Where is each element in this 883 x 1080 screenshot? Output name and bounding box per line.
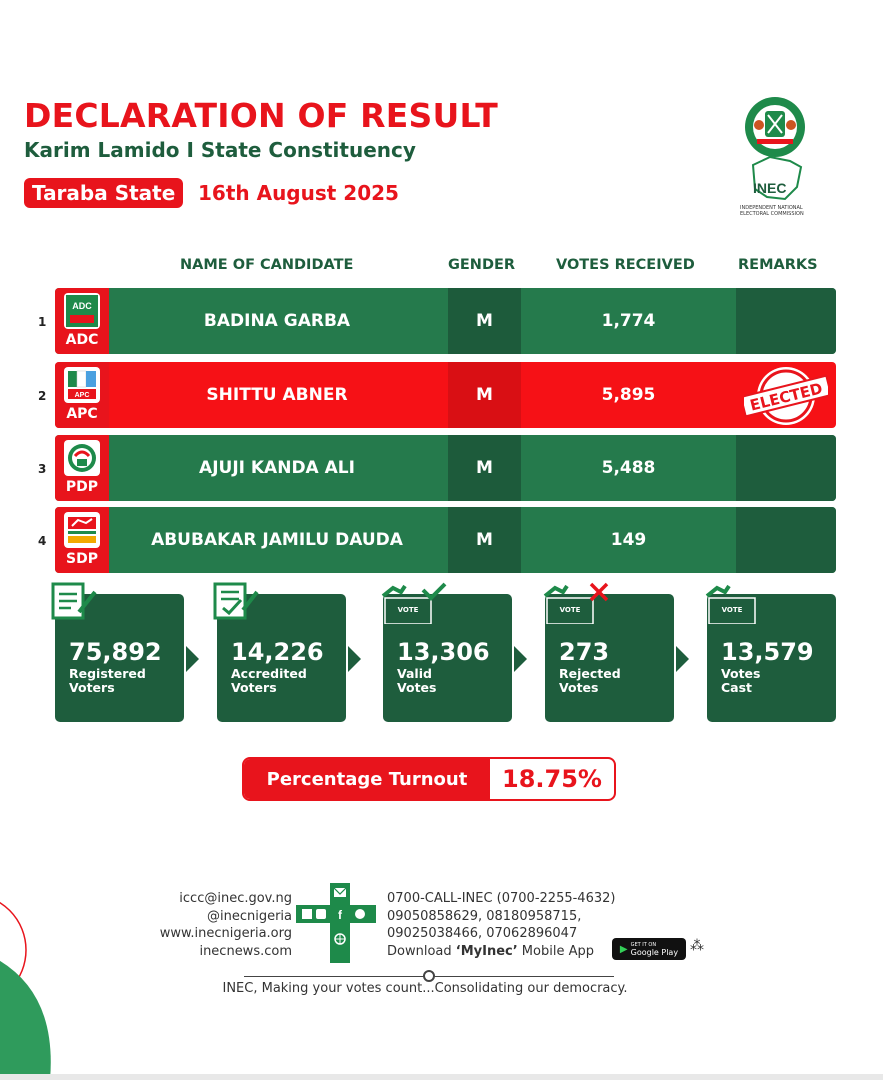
remarks-cell (736, 362, 836, 428)
twitter-icon (302, 909, 312, 919)
party-name: ADC (65, 332, 99, 348)
contact-cross-icon (296, 883, 376, 963)
stat-label: Valid Votes (397, 666, 437, 695)
instagram-icon (316, 909, 326, 919)
table-row (38, 435, 836, 501)
candidate-votes: 149 (610, 530, 647, 550)
ballot-label: VOTE (721, 606, 743, 614)
stat-label: Rejected Votes (559, 666, 621, 695)
gplay-label: Google Play (630, 948, 679, 957)
row-number: 4 (38, 534, 47, 548)
candidate-gender: M (448, 435, 521, 501)
candidate-votes: 5,895 (601, 385, 656, 405)
svg-text:ADC: ADC (72, 301, 92, 311)
table-row (38, 362, 836, 428)
party-cell (55, 435, 109, 501)
apc-logo-icon (64, 367, 100, 403)
svg-text:APC: APC (74, 392, 90, 399)
play-icon: ▶ (619, 943, 628, 955)
candidate-name: AJUJI KANDA ALI (199, 458, 355, 478)
ballot-rejected-icon (541, 582, 613, 624)
remarks-cell (736, 435, 836, 501)
inec-logo-icon (735, 95, 815, 220)
elected-stamp-icon (744, 364, 828, 428)
state-badge: Taraba State (24, 178, 183, 208)
phone-icon (355, 909, 365, 919)
blackberry-icon[interactable]: ⁂ (690, 938, 704, 954)
bottom-strip (0, 1074, 883, 1080)
candidate-votes: 1,774 (601, 311, 656, 331)
row-number: 3 (38, 462, 47, 476)
party-cell (55, 362, 109, 428)
inec-logo-label: INEC (753, 180, 787, 196)
website-link[interactable]: www.inecnigeria.org (159, 926, 292, 941)
party-name: SDP (66, 551, 98, 567)
news-link[interactable]: inecnews.com (199, 943, 292, 959)
remarks-cell (736, 288, 836, 354)
stat-accredited-voters (217, 594, 346, 722)
ballot-valid-icon (379, 582, 451, 624)
candidate-gender: M (448, 362, 521, 428)
table-row (38, 288, 836, 354)
stat-value: 273 (559, 638, 610, 666)
clipboard-icon (51, 582, 99, 622)
phone-numbers[interactable]: 09050858629, 08180958715, (387, 908, 582, 924)
party-name: APC (66, 406, 98, 422)
footer-tagline: INEC, Making your votes count...Consolidating our democracy. (222, 981, 628, 996)
candidate-votes: 5,488 (601, 458, 656, 478)
party-cell (55, 288, 109, 354)
arrow-icon (514, 646, 527, 672)
row-number: 2 (38, 389, 47, 403)
phone-numbers[interactable]: 09025038466, 07062896047 (387, 926, 578, 941)
facebook-icon: f (338, 908, 342, 922)
constituency-subtitle: Karim Lamido I State Constituency (24, 138, 416, 162)
header-gender: GENDER (448, 257, 516, 273)
arrow-icon (676, 646, 689, 672)
stat-registered-voters (55, 594, 184, 722)
download-app-text: Download ‘MyInec’ Mobile App (387, 943, 594, 959)
header-votes: VOTES RECEIVED (556, 257, 695, 273)
stat-rejected-votes (545, 594, 674, 722)
row-number: 1 (38, 315, 47, 329)
stat-value: 14,226 (231, 638, 324, 666)
arrow-icon (348, 646, 361, 672)
candidate-gender: M (448, 288, 521, 354)
ballot-box-icon (703, 582, 775, 624)
clipboard-check-icon (213, 582, 261, 622)
remarks-cell (736, 507, 836, 573)
stat-value: 13,306 (397, 638, 490, 666)
corner-decoration-icon (0, 900, 66, 1080)
turnout-box (242, 757, 616, 801)
candidate-name: BADINA GARBA (203, 311, 351, 331)
social-handle[interactable]: @inecnigeria (206, 908, 292, 924)
inec-caption: INDEPENDENT NATIONAL ELECTORAL COMMISSION (740, 205, 804, 217)
remarks-text: ELECTED (748, 379, 825, 415)
party-name: PDP (65, 479, 99, 495)
page-title: DECLARATION OF RESULT (24, 96, 498, 135)
candidate-name: ABUBAKAR JAMILU DAUDA (151, 530, 403, 550)
ballot-label: VOTE (559, 606, 581, 614)
table-row (38, 507, 836, 573)
election-date: 16th August 2025 (198, 181, 399, 205)
candidate-name: SHITTU ABNER (206, 385, 348, 405)
stat-label: Registered Voters (69, 666, 146, 695)
adc-logo-icon (64, 293, 100, 329)
google-play-button[interactable] (612, 938, 686, 960)
sdp-logo-icon (64, 512, 100, 548)
arrow-icon (186, 646, 199, 672)
candidate-gender: M (448, 507, 521, 573)
stat-label: Votes Cast (721, 666, 761, 695)
turnout-label: Percentage Turnout (244, 759, 490, 799)
stat-value: 75,892 (69, 638, 162, 666)
header-candidate: NAME OF CANDIDATE (180, 257, 354, 273)
ballot-label: VOTE (397, 606, 419, 614)
stat-value: 13,579 (721, 638, 814, 666)
contact-links (140, 890, 292, 960)
email-link[interactable]: iccc@inec.gov.ng (179, 891, 292, 906)
stat-valid-votes (383, 594, 512, 722)
stat-votes-cast (707, 594, 836, 722)
stat-label: Accredited Voters (231, 666, 307, 695)
pdp-logo-icon (64, 440, 100, 476)
gplay-small-label: GET IT ON (630, 942, 657, 948)
party-cell (55, 507, 109, 573)
turnout-value: 18.75% (502, 765, 602, 793)
header-remarks: REMARKS (738, 257, 818, 273)
call-center-number[interactable]: 0700-CALL-INEC (0700-2255-4632) (387, 891, 616, 906)
